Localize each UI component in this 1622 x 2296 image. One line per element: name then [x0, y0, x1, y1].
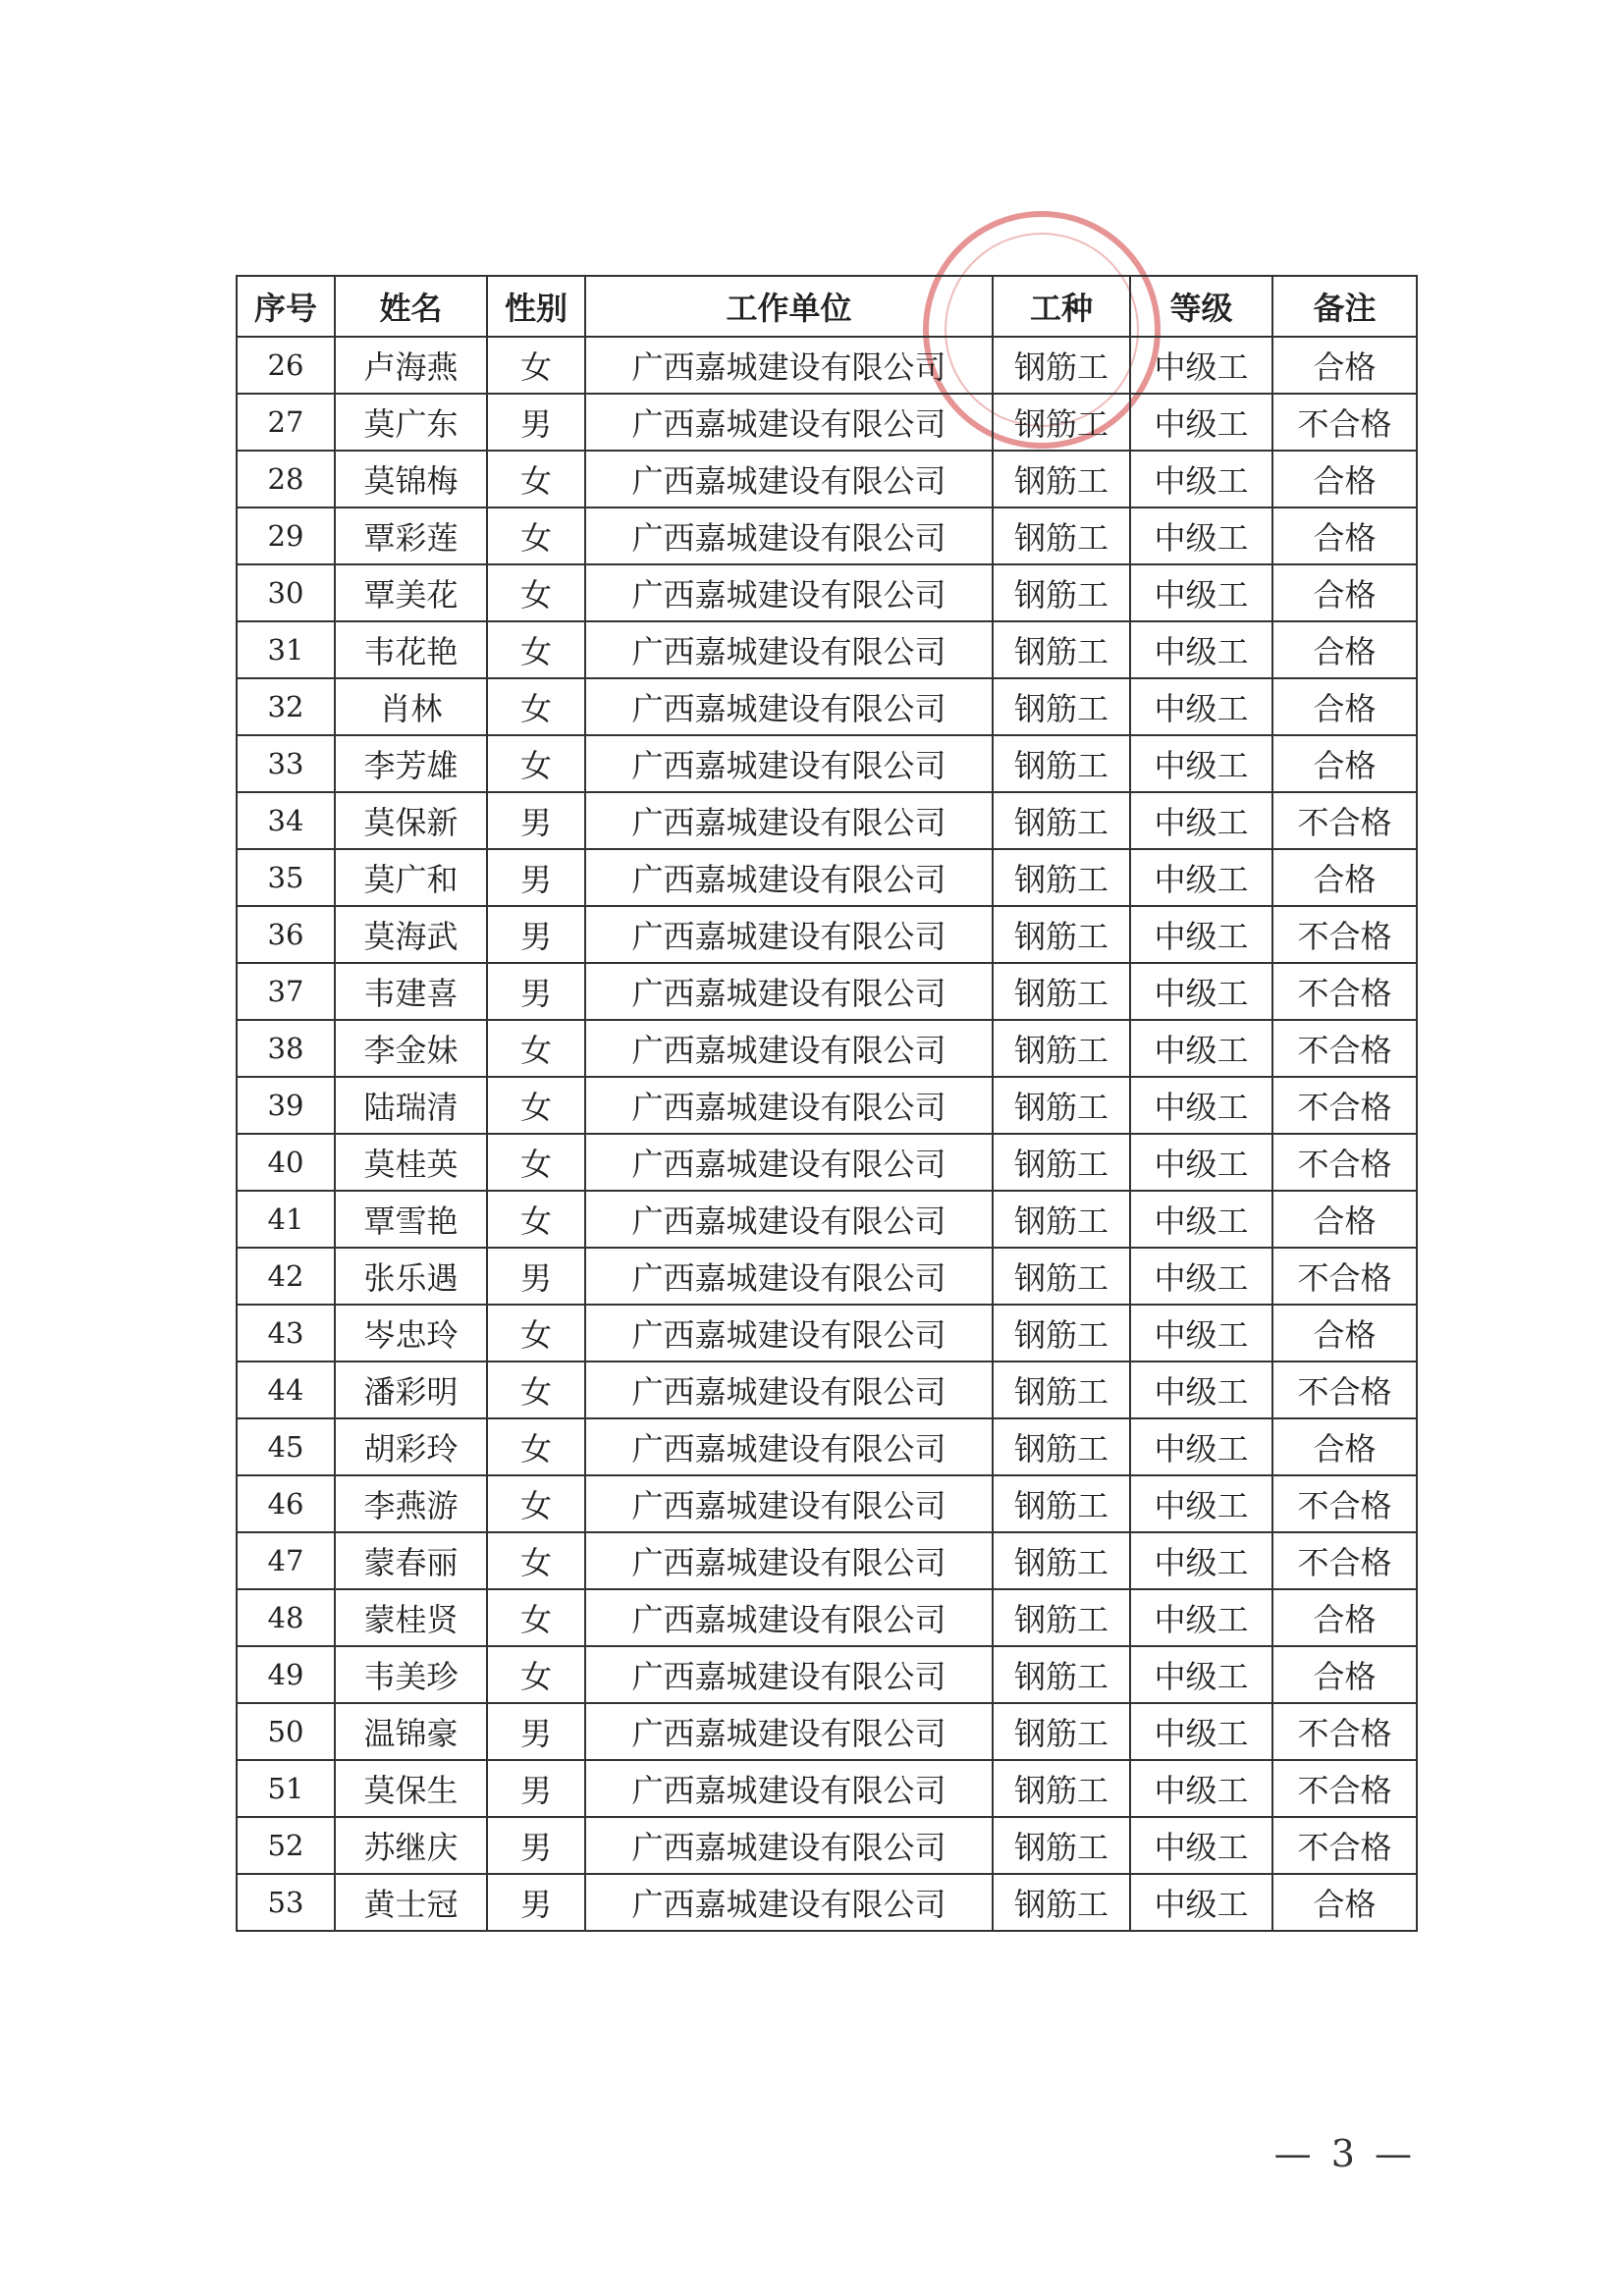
cell-name: 莫广东 [335, 394, 487, 451]
cell-unit: 广西嘉城建设有限公司 [585, 678, 993, 735]
cell-sex: 男 [487, 394, 585, 451]
cell-name: 莫保新 [335, 792, 487, 849]
cell-unit: 广西嘉城建设有限公司 [585, 1760, 993, 1817]
cell-index: 26 [237, 337, 335, 394]
table-row [237, 1703, 1417, 1760]
cell-remark: 不合格 [1272, 1760, 1417, 1817]
cell-name: 张乐遇 [335, 1248, 487, 1305]
cell-name: 岑忠玲 [335, 1305, 487, 1362]
cell-sex: 女 [487, 1589, 585, 1646]
table-row [237, 394, 1417, 451]
header-trade: 工种 [993, 276, 1130, 337]
cell-sex: 男 [487, 1817, 585, 1874]
cell-index: 53 [237, 1874, 335, 1931]
cell-sex: 男 [487, 906, 585, 963]
cell-index: 29 [237, 507, 335, 564]
cell-level: 中级工 [1130, 507, 1272, 564]
table-row [237, 963, 1417, 1020]
cell-unit: 广西嘉城建设有限公司 [585, 963, 993, 1020]
cell-name: 陆瑞清 [335, 1077, 487, 1134]
cell-unit: 广西嘉城建设有限公司 [585, 1418, 993, 1475]
table-row [237, 1362, 1417, 1418]
cell-index: 50 [237, 1703, 335, 1760]
table-row [237, 1248, 1417, 1305]
cell-unit: 广西嘉城建设有限公司 [585, 735, 993, 792]
cell-remark: 合格 [1272, 849, 1417, 906]
cell-remark: 合格 [1272, 678, 1417, 735]
cell-remark: 合格 [1272, 507, 1417, 564]
cell-sex: 女 [487, 1646, 585, 1703]
cell-unit: 广西嘉城建设有限公司 [585, 1134, 993, 1191]
cell-trade: 钢筋工 [993, 1646, 1130, 1703]
cell-trade: 钢筋工 [993, 678, 1130, 735]
cell-name: 莫广和 [335, 849, 487, 906]
cell-index: 39 [237, 1077, 335, 1134]
cell-remark: 不合格 [1272, 1077, 1417, 1134]
cell-sex: 女 [487, 678, 585, 735]
cell-trade: 钢筋工 [993, 451, 1130, 507]
cell-level: 中级工 [1130, 1305, 1272, 1362]
cell-name: 苏继庆 [335, 1817, 487, 1874]
cell-level: 中级工 [1130, 1475, 1272, 1532]
table-row [237, 1589, 1417, 1646]
cell-level: 中级工 [1130, 337, 1272, 394]
cell-trade: 钢筋工 [993, 1874, 1130, 1931]
cell-trade: 钢筋工 [993, 1703, 1130, 1760]
cell-index: 41 [237, 1191, 335, 1248]
cell-unit: 广西嘉城建设有限公司 [585, 792, 993, 849]
cell-remark: 不合格 [1272, 394, 1417, 451]
cell-sex: 女 [487, 337, 585, 394]
header-level: 等级 [1130, 276, 1272, 337]
table-row [237, 1532, 1417, 1589]
cell-index: 43 [237, 1305, 335, 1362]
cell-level: 中级工 [1130, 1817, 1272, 1874]
table-row [237, 621, 1417, 678]
cell-remark: 合格 [1272, 1191, 1417, 1248]
cell-level: 中级工 [1130, 451, 1272, 507]
cell-level: 中级工 [1130, 1191, 1272, 1248]
cell-index: 40 [237, 1134, 335, 1191]
cell-trade: 钢筋工 [993, 1248, 1130, 1305]
header-sex: 性别 [487, 276, 585, 337]
cell-trade: 钢筋工 [993, 1817, 1130, 1874]
cell-trade: 钢筋工 [993, 1077, 1130, 1134]
cell-level: 中级工 [1130, 1703, 1272, 1760]
cell-trade: 钢筋工 [993, 1418, 1130, 1475]
cell-unit: 广西嘉城建设有限公司 [585, 1475, 993, 1532]
cell-name: 莫锦梅 [335, 451, 487, 507]
cell-trade: 钢筋工 [993, 337, 1130, 394]
cell-remark: 不合格 [1272, 1817, 1417, 1874]
cell-remark: 不合格 [1272, 1532, 1417, 1589]
cell-sex: 女 [487, 1020, 585, 1077]
cell-name: 胡彩玲 [335, 1418, 487, 1475]
cell-unit: 广西嘉城建设有限公司 [585, 337, 993, 394]
cell-unit: 广西嘉城建设有限公司 [585, 621, 993, 678]
cell-sex: 女 [487, 1134, 585, 1191]
cell-sex: 女 [487, 1418, 585, 1475]
cell-unit: 广西嘉城建设有限公司 [585, 1874, 993, 1931]
cell-sex: 男 [487, 1874, 585, 1931]
cell-sex: 男 [487, 1760, 585, 1817]
results-table-container [236, 275, 1416, 1932]
cell-name: 韦美珍 [335, 1646, 487, 1703]
cell-sex: 女 [487, 1191, 585, 1248]
table-row [237, 1760, 1417, 1817]
cell-index: 36 [237, 906, 335, 963]
cell-unit: 广西嘉城建设有限公司 [585, 1532, 993, 1589]
cell-sex: 男 [487, 849, 585, 906]
cell-level: 中级工 [1130, 1646, 1272, 1703]
cell-unit: 广西嘉城建设有限公司 [585, 1362, 993, 1418]
cell-name: 覃雪艳 [335, 1191, 487, 1248]
cell-index: 44 [237, 1362, 335, 1418]
cell-level: 中级工 [1130, 1760, 1272, 1817]
cell-remark: 合格 [1272, 621, 1417, 678]
cell-trade: 钢筋工 [993, 1760, 1130, 1817]
cell-index: 31 [237, 621, 335, 678]
cell-sex: 女 [487, 1077, 585, 1134]
cell-sex: 女 [487, 621, 585, 678]
cell-level: 中级工 [1130, 1248, 1272, 1305]
cell-remark: 合格 [1272, 564, 1417, 621]
cell-remark: 合格 [1272, 1589, 1417, 1646]
cell-remark: 合格 [1272, 451, 1417, 507]
cell-name: 李金妹 [335, 1020, 487, 1077]
cell-name: 莫海武 [335, 906, 487, 963]
cell-index: 46 [237, 1475, 335, 1532]
cell-level: 中级工 [1130, 678, 1272, 735]
cell-name: 肖林 [335, 678, 487, 735]
cell-trade: 钢筋工 [993, 1305, 1130, 1362]
cell-name: 韦花艳 [335, 621, 487, 678]
cell-sex: 女 [487, 1362, 585, 1418]
header-unit: 工作单位 [585, 276, 993, 337]
cell-name: 莫保生 [335, 1760, 487, 1817]
table-row [237, 678, 1417, 735]
cell-trade: 钢筋工 [993, 507, 1130, 564]
cell-unit: 广西嘉城建设有限公司 [585, 1248, 993, 1305]
cell-remark: 不合格 [1272, 792, 1417, 849]
cell-name: 黄士冠 [335, 1874, 487, 1931]
cell-trade: 钢筋工 [993, 1020, 1130, 1077]
cell-name: 韦建喜 [335, 963, 487, 1020]
cell-remark: 不合格 [1272, 1248, 1417, 1305]
cell-unit: 广西嘉城建设有限公司 [585, 906, 993, 963]
cell-name: 温锦豪 [335, 1703, 487, 1760]
cell-sex: 女 [487, 1305, 585, 1362]
cell-remark: 合格 [1272, 1874, 1417, 1931]
cell-remark: 不合格 [1272, 1362, 1417, 1418]
cell-remark: 合格 [1272, 337, 1417, 394]
cell-level: 中级工 [1130, 1362, 1272, 1418]
table-row [237, 451, 1417, 507]
cell-unit: 广西嘉城建设有限公司 [585, 1703, 993, 1760]
page-number: — 3 — [1273, 2132, 1416, 2175]
cell-level: 中级工 [1130, 906, 1272, 963]
cell-level: 中级工 [1130, 1020, 1272, 1077]
cell-name: 蒙春丽 [335, 1532, 487, 1589]
cell-index: 47 [237, 1532, 335, 1589]
cell-unit: 广西嘉城建设有限公司 [585, 1020, 993, 1077]
table-row [237, 337, 1417, 394]
cell-remark: 不合格 [1272, 1134, 1417, 1191]
cell-index: 27 [237, 394, 335, 451]
cell-index: 32 [237, 678, 335, 735]
cell-unit: 广西嘉城建设有限公司 [585, 507, 993, 564]
header-name: 姓名 [335, 276, 487, 337]
table-row [237, 1646, 1417, 1703]
cell-level: 中级工 [1130, 564, 1272, 621]
cell-level: 中级工 [1130, 735, 1272, 792]
cell-unit: 广西嘉城建设有限公司 [585, 1646, 993, 1703]
cell-index: 33 [237, 735, 335, 792]
cell-remark: 合格 [1272, 1646, 1417, 1703]
cell-index: 35 [237, 849, 335, 906]
cell-trade: 钢筋工 [993, 1532, 1130, 1589]
table-header-row [237, 276, 1417, 337]
cell-trade: 钢筋工 [993, 735, 1130, 792]
cell-remark: 不合格 [1272, 1020, 1417, 1077]
cell-trade: 钢筋工 [993, 906, 1130, 963]
cell-trade: 钢筋工 [993, 963, 1130, 1020]
cell-level: 中级工 [1130, 394, 1272, 451]
cell-index: 28 [237, 451, 335, 507]
cell-index: 42 [237, 1248, 335, 1305]
cell-index: 45 [237, 1418, 335, 1475]
cell-name: 李燕游 [335, 1475, 487, 1532]
cell-unit: 广西嘉城建设有限公司 [585, 849, 993, 906]
cell-trade: 钢筋工 [993, 849, 1130, 906]
cell-trade: 钢筋工 [993, 1475, 1130, 1532]
cell-index: 49 [237, 1646, 335, 1703]
cell-index: 38 [237, 1020, 335, 1077]
header-remark: 备注 [1272, 276, 1417, 337]
cell-level: 中级工 [1130, 849, 1272, 906]
cell-level: 中级工 [1130, 1077, 1272, 1134]
cell-index: 30 [237, 564, 335, 621]
cell-trade: 钢筋工 [993, 564, 1130, 621]
cell-sex: 男 [487, 792, 585, 849]
cell-level: 中级工 [1130, 1874, 1272, 1931]
cell-unit: 广西嘉城建设有限公司 [585, 1589, 993, 1646]
table-row [237, 1874, 1417, 1931]
cell-index: 48 [237, 1589, 335, 1646]
cell-remark: 不合格 [1272, 1475, 1417, 1532]
cell-index: 51 [237, 1760, 335, 1817]
table-row [237, 735, 1417, 792]
results-table [236, 275, 1418, 1932]
cell-name: 蒙桂贤 [335, 1589, 487, 1646]
cell-remark: 不合格 [1272, 1703, 1417, 1760]
table-row [237, 564, 1417, 621]
cell-name: 覃美花 [335, 564, 487, 621]
cell-sex: 男 [487, 1703, 585, 1760]
cell-trade: 钢筋工 [993, 1134, 1130, 1191]
cell-unit: 广西嘉城建设有限公司 [585, 1305, 993, 1362]
table-row [237, 792, 1417, 849]
cell-level: 中级工 [1130, 792, 1272, 849]
table-row [237, 1134, 1417, 1191]
cell-unit: 广西嘉城建设有限公司 [585, 1191, 993, 1248]
cell-level: 中级工 [1130, 1134, 1272, 1191]
cell-trade: 钢筋工 [993, 1589, 1130, 1646]
cell-level: 中级工 [1130, 963, 1272, 1020]
table-row [237, 1418, 1417, 1475]
table-row [237, 1191, 1417, 1248]
cell-index: 34 [237, 792, 335, 849]
cell-level: 中级工 [1130, 1532, 1272, 1589]
table-row [237, 1817, 1417, 1874]
table-row [237, 906, 1417, 963]
cell-index: 37 [237, 963, 335, 1020]
cell-name: 李芳雄 [335, 735, 487, 792]
cell-name: 卢海燕 [335, 337, 487, 394]
cell-sex: 女 [487, 1475, 585, 1532]
cell-unit: 广西嘉城建设有限公司 [585, 394, 993, 451]
cell-sex: 女 [487, 1532, 585, 1589]
cell-trade: 钢筋工 [993, 394, 1130, 451]
cell-sex: 男 [487, 1248, 585, 1305]
cell-name: 覃彩莲 [335, 507, 487, 564]
cell-unit: 广西嘉城建设有限公司 [585, 1077, 993, 1134]
cell-unit: 广西嘉城建设有限公司 [585, 1817, 993, 1874]
cell-sex: 男 [487, 963, 585, 1020]
cell-trade: 钢筋工 [993, 792, 1130, 849]
header-index: 序号 [237, 276, 335, 337]
cell-remark: 合格 [1272, 1418, 1417, 1475]
table-row [237, 1305, 1417, 1362]
cell-sex: 女 [487, 735, 585, 792]
cell-trade: 钢筋工 [993, 1191, 1130, 1248]
table-row [237, 1475, 1417, 1532]
cell-unit: 广西嘉城建设有限公司 [585, 564, 993, 621]
cell-name: 潘彩明 [335, 1362, 487, 1418]
cell-level: 中级工 [1130, 621, 1272, 678]
cell-sex: 女 [487, 451, 585, 507]
cell-remark: 合格 [1272, 1305, 1417, 1362]
cell-unit: 广西嘉城建设有限公司 [585, 451, 993, 507]
cell-trade: 钢筋工 [993, 621, 1130, 678]
table-row [237, 849, 1417, 906]
cell-remark: 不合格 [1272, 963, 1417, 1020]
cell-sex: 女 [487, 564, 585, 621]
cell-remark: 不合格 [1272, 906, 1417, 963]
table-row [237, 1020, 1417, 1077]
cell-name: 莫桂英 [335, 1134, 487, 1191]
table-row [237, 507, 1417, 564]
cell-trade: 钢筋工 [993, 1362, 1130, 1418]
cell-sex: 女 [487, 507, 585, 564]
table-row [237, 1077, 1417, 1134]
cell-level: 中级工 [1130, 1589, 1272, 1646]
cell-level: 中级工 [1130, 1418, 1272, 1475]
cell-index: 52 [237, 1817, 335, 1874]
cell-remark: 合格 [1272, 735, 1417, 792]
